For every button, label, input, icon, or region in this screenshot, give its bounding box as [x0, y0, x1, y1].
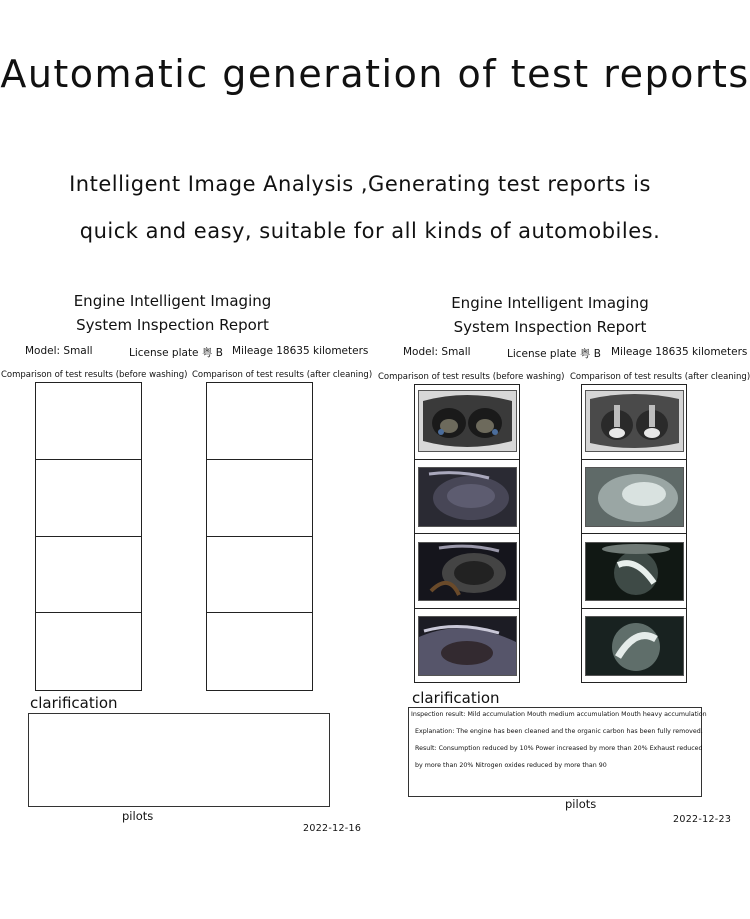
- report-title-line-2: System Inspection Report: [76, 316, 269, 334]
- before-photo-valve-ports: [418, 390, 517, 452]
- before-photo-carbon-valve: [418, 467, 517, 527]
- report-title-line-1: Engine Intelligent Imaging: [451, 294, 649, 312]
- report-title-line-1: Engine Intelligent Imaging: [73, 292, 272, 310]
- pilots-label: pilots: [122, 809, 154, 823]
- clarification-box: [408, 707, 707, 797]
- before-washing-image-column: [414, 384, 520, 683]
- before-photo-chamber: [418, 616, 517, 676]
- after-cleaning-label: Comparison of test results (after cleaning): [570, 372, 750, 382]
- before-washing-image-column: [35, 382, 142, 691]
- report-title: [440, 291, 660, 339]
- model-label: Model: Small: [25, 345, 93, 357]
- pilots-label: pilots: [565, 797, 597, 811]
- before-photo-carbon-deposit: [418, 542, 517, 601]
- result-text-line-1: Result: Consumption reduced by 10% Power increased by more than 20% Exhaust reduced: [415, 745, 703, 752]
- clarification-box: [28, 713, 330, 807]
- after-cleaning-label: Comparison of test results (after cleaning): [192, 370, 373, 380]
- clarification-heading: clarification: [412, 689, 500, 707]
- report-date: 2022-12-16: [303, 823, 362, 834]
- explanation-text: Explanation: The engine has been cleaned and the organic carbon has been fully removed.: [415, 728, 703, 735]
- model-label: Model: Small: [403, 346, 471, 358]
- before-washing-label: Comparison of test results (before washing): [378, 372, 565, 382]
- clarification-heading: clarification: [30, 694, 118, 712]
- after-photo-clean-piston: [585, 542, 684, 601]
- license-plate-label: License plate 粤 B: [129, 347, 223, 359]
- subtitle-line-2: quick and easy, suitable for all kinds of automobiles.: [79, 219, 661, 243]
- report-date: 2022-12-23: [673, 814, 732, 825]
- page-title: Automatic generation of test reports: [0, 52, 750, 96]
- after-cleaning-image-column: [206, 382, 313, 691]
- report-title-line-2: System Inspection Report: [453, 318, 647, 336]
- license-plate-label: License plate 粤 B: [507, 348, 601, 360]
- report-example-right: [375, 0, 750, 919]
- after-photo-clean-valve: [585, 467, 684, 527]
- after-cleaning-image-column: [581, 384, 687, 683]
- subtitle-line-1: Intelligent Image Analysis ,Generating test reports is: [69, 172, 651, 196]
- report-title: [60, 289, 285, 337]
- mileage-label: Mileage 18635 kilometers: [611, 346, 748, 358]
- after-photo-valve-ports: [585, 390, 684, 452]
- inspection-result-text: Inspection result: Mild accumulation Mouth medium accumulation Mouth heavy accumulation: [411, 711, 707, 718]
- after-photo-clean-chamber: [585, 616, 684, 676]
- result-text-line-2: by more than 20% Nitrogen oxides reduced by more than 90: [415, 762, 607, 769]
- mileage-label: Mileage 18635 kilometers: [232, 345, 369, 357]
- before-washing-label: Comparison of test results (before washing): [1, 370, 188, 380]
